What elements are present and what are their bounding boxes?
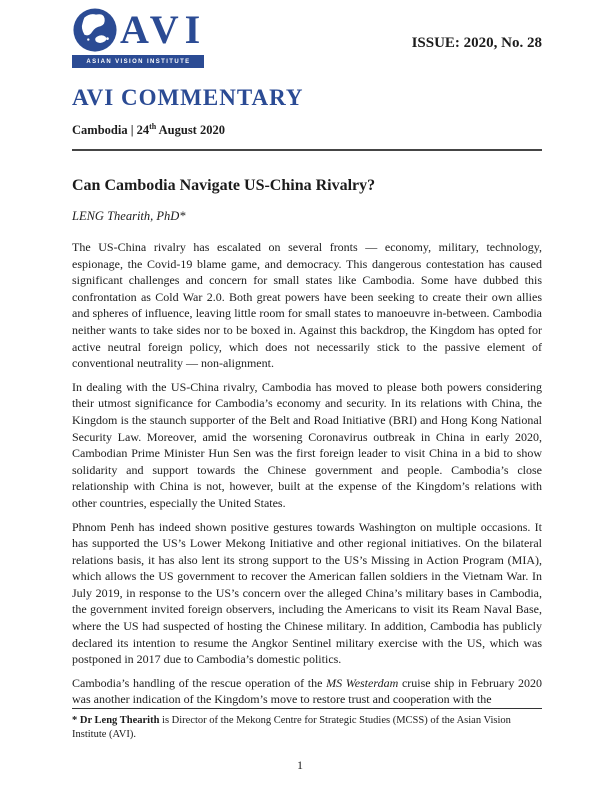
header xyxy=(72,7,542,68)
logo-text: AVI xyxy=(120,7,207,52)
dateline xyxy=(72,122,542,138)
issue-label: ISSUE: 2020, No. 28 xyxy=(411,35,542,51)
paragraph-3: Phnom Penh has indeed shown positive gestures towards Washington on multiple occasions. It has supported the US’s Lower Mekong Initiative and other regional initiatives. On the bilateral relations basis, it has also lent its strong support to the US’s Missing in Action Program (MIA), which allows the US government to recover the American fallen soldiers in the Vietnam War. In July 2019, in response to the US’s concern over the alleged China’s military bases in Cambodia, the government invited foreign observers, including the Americans to visit its Ream Naval Base, where the US had suspected of hosting the Chinese military. In addition, Cambodia has publicly declared its intention to resume the Angkor Sentinel military exercise with the US, which was postponed in 2017 due to Cambodia’s domestic politics. xyxy=(72,519,542,667)
article-title: Can Cambodia Navigate US-China Rivalry? xyxy=(72,177,376,194)
paragraph-4 xyxy=(72,675,542,708)
footnote-body: is Director of the Mekong Centre for Strategic Studies (MCSS) of the Asian Vision Institute (AVI). xyxy=(72,715,511,740)
footnote-area xyxy=(72,708,542,756)
logo-top-row xyxy=(72,7,207,53)
paragraph-4-text-after: cruise ship in February 2020 was another indication of the Kingdom’s move to restore trust and cooperation with the xyxy=(72,675,543,707)
masthead xyxy=(72,86,542,151)
commentary-title: AVI COMMENTARY xyxy=(72,85,304,110)
avi-logo xyxy=(72,7,207,68)
paragraph-1: The US-China rivalry has escalated on several fronts — economy, military, technology, espionage, the Covid-19 blame game, and democracy. This dangerous contestation has caused significant challenges and concern for small states like Cambodia. Some have dubbed this confrontation as Cold War 2.0. Both great powers have been seeking to create their own allies and spheres of influence, leaving little room for small states to manoeuvre in-between. Cambodia neither wants to take sides nor to be boxed in. Against this backdrop, the Kingdom has opted for active neutral foreign policy, which does not necessarily stick to the passive element of conventional neutrality — non-alignment. xyxy=(72,240,542,371)
paragraph-2: In dealing with the US-China rivalry, Cambodia has moved to please both powers considering their utmost significance for Cambodia’s economy and security. In its relations with China, the Kingdom is the staunch supporter of the Belt and Road Initiative (BRI) and Hong Kong National Security Law. Moreover, amid the worsening Coronavirus outbreak in China in early 2020, Cambodian Prime Minister Hun Sen was the first foreign leader to visit China in a bid to show solidarity and support towards the Chinese government and people. Cambodia’s close relationship with China is not, however, built at the expense of the Kingdom’s relations with other countries, especially the United States. xyxy=(72,379,542,510)
dateline-prefix: Cambodia | 24 xyxy=(72,123,150,138)
ship-name: MS Westerdam xyxy=(326,675,399,690)
paragraph-4-text: Cambodia’s handling of the rescue operation of the xyxy=(72,675,327,690)
author-line: LENG Thearith, PhD* xyxy=(72,209,186,223)
page-number: 1 xyxy=(297,758,303,772)
dateline-suffix: August 2020 xyxy=(156,123,225,138)
header-divider xyxy=(72,149,542,151)
dateline-superscript: th xyxy=(149,122,157,131)
footnote-author: * Dr Leng Thearith xyxy=(72,715,160,726)
footnote xyxy=(72,714,542,742)
globe-icon xyxy=(72,7,118,53)
article xyxy=(72,176,542,708)
logo-tagline: ASIAN VISION INSTITUTE xyxy=(72,55,204,68)
